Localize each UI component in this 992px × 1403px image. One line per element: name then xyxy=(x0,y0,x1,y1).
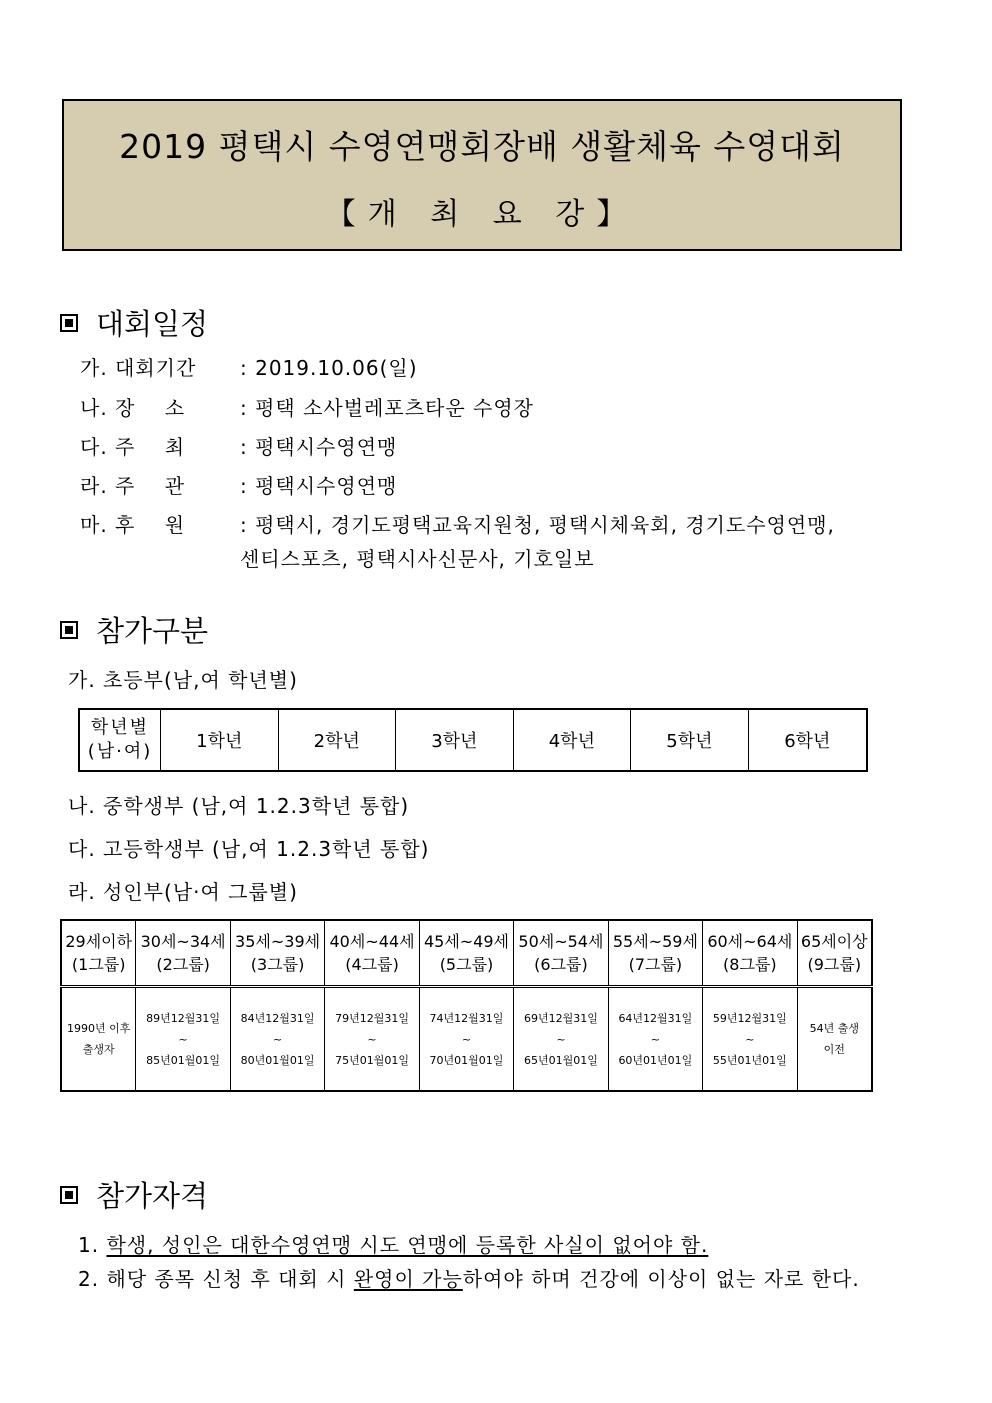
age-group-cell: 35세~39세 (3그룹) xyxy=(230,920,324,987)
schedule-item-continuation: 센티스포츠, 평택시사신문사, 기호일보 xyxy=(240,547,595,571)
qualification-item: 1. 학생, 성인은 대한수영연맹 시도 연맹에 등록한 사실이 없어야 함. xyxy=(78,1233,709,1257)
age-group-cell: 29세이하 (1그룹) xyxy=(61,920,136,987)
square-bullet-icon xyxy=(60,1186,78,1204)
section-title: 참가자격 xyxy=(96,1179,209,1213)
age-group-cell: 45세~49세 (5그룹) xyxy=(419,920,513,987)
birth-range-cell: 54년 출생 이전 xyxy=(797,987,872,1092)
elementary-division: 가. 초등부(남,여 학년별) xyxy=(68,668,298,692)
birth-range-cell: 69년12월31일 ~ 65년01월01일 xyxy=(514,987,608,1092)
grade-cell: 5학년 xyxy=(631,709,749,771)
age-group-table xyxy=(60,919,873,1092)
age-group-cell: 50세~54세 (6그룹) xyxy=(514,920,608,987)
grade-cell: 1학년 xyxy=(161,709,279,771)
high-division: 다. 고등학생부 (남,여 1.2.3학년 통합) xyxy=(68,837,430,861)
birth-range-cell: 84년12월31일 ~ 80년01월01일 xyxy=(230,987,324,1092)
document-title: 2019 평택시 수영연맹회장배 생활체육 수영대회 xyxy=(119,127,845,166)
middle-division: 나. 중학생부 (남,여 1.2.3학년 통합) xyxy=(68,794,410,818)
birth-range-cell: 64년12월31일 ~ 60년01년01일 xyxy=(608,987,702,1092)
grade-cell: 4학년 xyxy=(513,709,631,771)
grade-cell: 3학년 xyxy=(396,709,514,771)
grade-table xyxy=(78,708,868,772)
birth-range-cell: 89년12월31일 ~ 85년01월01일 xyxy=(136,987,230,1092)
birth-range-cell: 59년12월31일 ~ 55년01년01일 xyxy=(703,987,797,1092)
title-box xyxy=(62,99,902,251)
birth-range-cell: 79년12월31일 ~ 75년01월01일 xyxy=(325,987,419,1092)
schedule-item: 다. 주 최 : 평택시수영연맹 xyxy=(80,435,398,459)
schedule-item: 마. 후 원 : 평택시, 경기도평택교육지원청, 평택시체육회, 경기도수영연맹, xyxy=(80,513,835,537)
square-bullet-icon xyxy=(60,621,78,639)
schedule-item: 라. 주 관 : 평택시수영연맹 xyxy=(80,474,398,498)
section-schedule-heading xyxy=(60,302,208,343)
grade-table-header: 학년별 (남·여) xyxy=(79,709,161,771)
grade-cell: 6학년 xyxy=(748,709,867,771)
birth-range-cell: 74년12월31일 ~ 70년01월01일 xyxy=(419,987,513,1092)
age-group-cell: 30세~34세 (2그룹) xyxy=(136,920,230,987)
schedule-item: 가. 대회기간 : 2019.10.06(일) xyxy=(80,356,418,380)
age-group-cell: 60세~64세 (8그룹) xyxy=(703,920,797,987)
section-divisions-heading xyxy=(60,609,208,650)
section-title: 대회일정 xyxy=(96,307,209,341)
birth-range-cell: 1990년 이후 출생자 xyxy=(61,987,136,1092)
adult-division: 라. 성인부(남·여 그룹별) xyxy=(68,880,298,904)
age-group-cell: 65세이상 (9그룹) xyxy=(797,920,872,987)
section-qualification-heading xyxy=(60,1174,208,1215)
square-bullet-icon xyxy=(60,314,78,332)
section-title: 참가구분 xyxy=(96,614,209,648)
age-group-cell: 55세~59세 (7그룹) xyxy=(608,920,702,987)
document-subtitle: 【개 최 요 강】 xyxy=(325,197,639,232)
age-group-cell: 40세~44세 (4그룹) xyxy=(325,920,419,987)
grade-cell: 2학년 xyxy=(278,709,396,771)
schedule-item: 나. 장 소 : 평택 소사벌레포츠타운 수영장 xyxy=(80,396,534,420)
qualification-item: 2. 해당 종목 신청 후 대회 시 완영이 가능하여야 하며 건강에 이상이 없는 자로 한다. xyxy=(78,1267,860,1291)
